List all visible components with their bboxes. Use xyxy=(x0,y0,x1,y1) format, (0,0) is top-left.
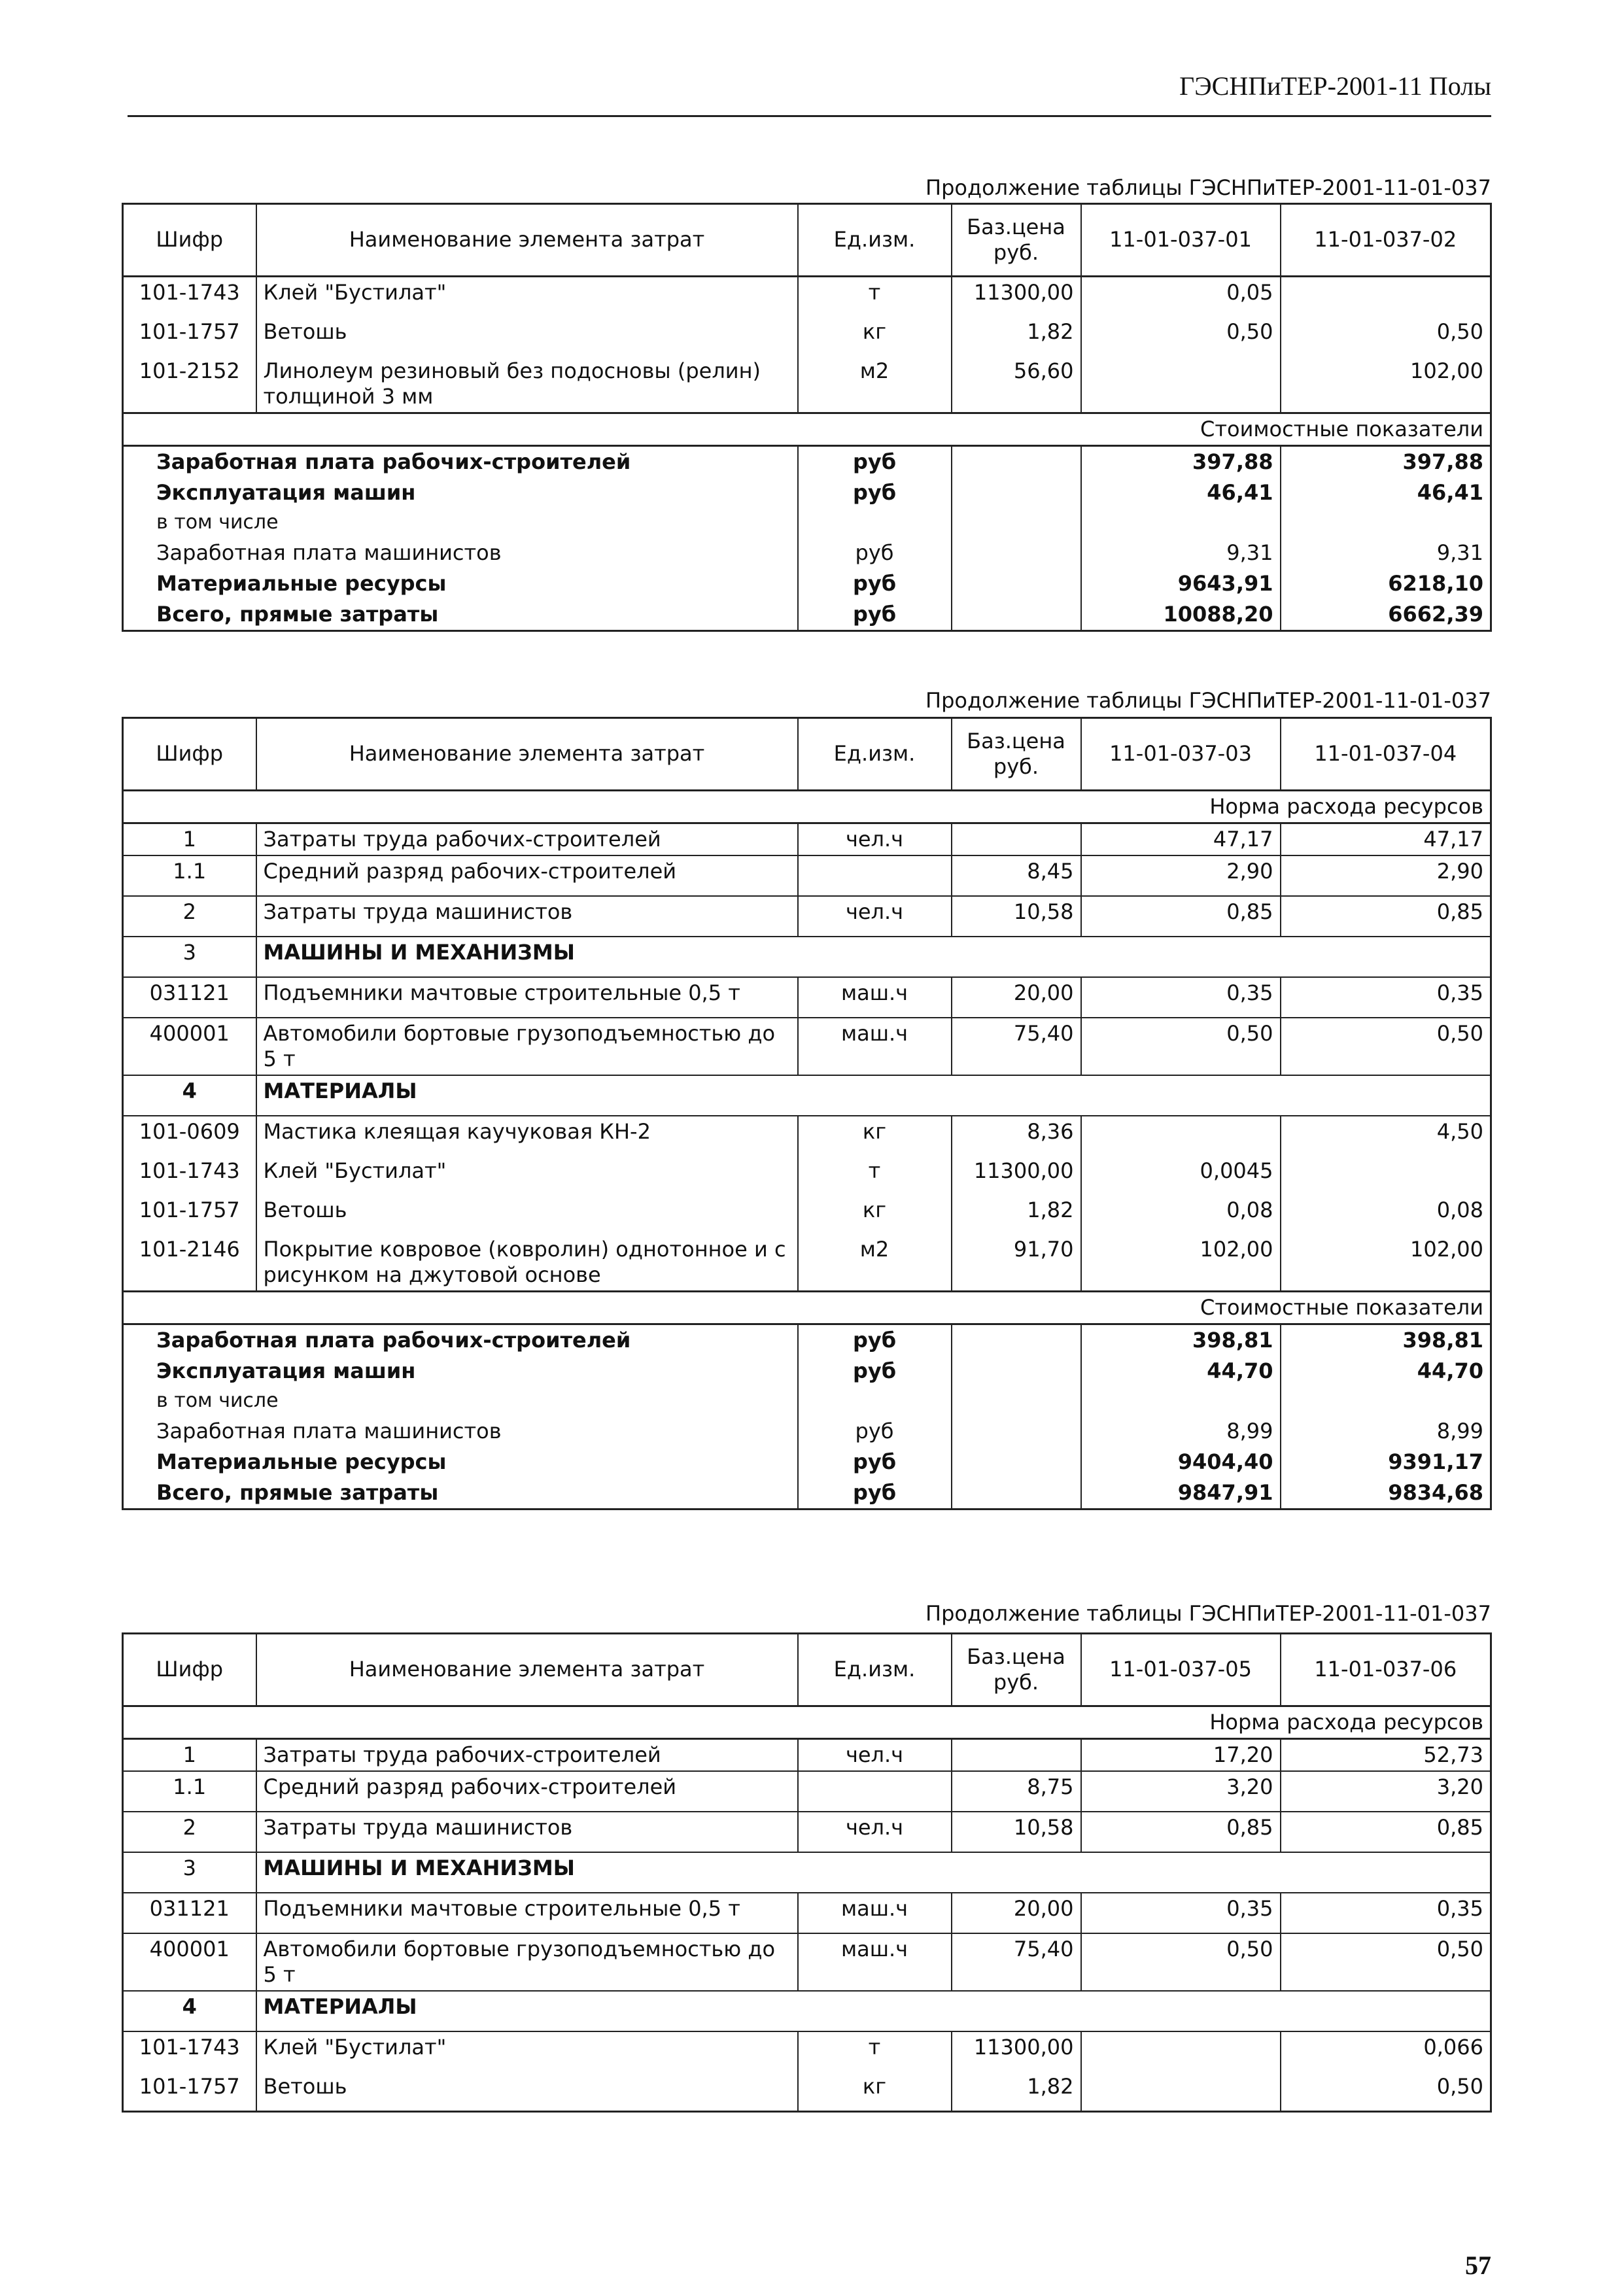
summary-label: Эксплуатация машин xyxy=(123,1356,798,1387)
cell-name: Затраты труда рабочих-строителей xyxy=(256,823,798,856)
cell-unit: т xyxy=(798,277,952,317)
summary-value-b: 46,41 xyxy=(1281,477,1491,508)
cell-value-b: 0,35 xyxy=(1281,977,1491,1018)
summary-label: Заработная плата машинистов xyxy=(123,538,798,568)
summary-value-b: 44,70 xyxy=(1281,1356,1491,1387)
cell-value-a: 2,90 xyxy=(1081,855,1281,896)
table-row xyxy=(123,1933,1491,1991)
cell-value-b: 3,20 xyxy=(1281,1771,1491,1812)
summary-value-a xyxy=(1081,1387,1281,1416)
summary-value-b xyxy=(1281,508,1491,538)
summary-row xyxy=(123,1324,1491,1356)
col-header-code-b: 11-01-037-04 xyxy=(1281,718,1491,791)
cell-value-a: 0,85 xyxy=(1081,1812,1281,1852)
cell-name: Линолеум резиновый без подосновы (релин) толщиной 3 мм xyxy=(256,356,798,413)
summary-row xyxy=(123,1387,1491,1416)
cell-name: Затраты труда машинистов xyxy=(256,896,798,937)
cell-code: 4 xyxy=(123,1991,256,2031)
summary-unit: руб xyxy=(798,538,952,568)
summary-value-a: 9643,91 xyxy=(1081,568,1281,599)
summary-label: в том числе xyxy=(123,508,798,538)
cell-value-a: 3,20 xyxy=(1081,1771,1281,1812)
cell-unit: маш.ч xyxy=(798,1933,952,1991)
cell-code: 400001 xyxy=(123,1933,256,1991)
cost-table-3 xyxy=(122,1632,1492,2113)
cell-value-a: 102,00 xyxy=(1081,1234,1281,1292)
band-row xyxy=(123,1706,1491,1739)
cell-value-a xyxy=(1081,356,1281,413)
col-header-unit: Ед.изм. xyxy=(798,1634,952,1706)
summary-label: Заработная плата машинистов xyxy=(123,1416,798,1447)
cell-unit: маш.ч xyxy=(798,977,952,1018)
cell-name: Автомобили бортовые грузоподъемностью до 5 т xyxy=(256,1018,798,1075)
col-header-unit: Ед.изм. xyxy=(798,718,952,791)
col-header-name: Наименование элемента затрат xyxy=(256,718,798,791)
cell-unit: кг xyxy=(798,2071,952,2112)
cell-value-b: 102,00 xyxy=(1281,1234,1491,1292)
summary-value-a: 44,70 xyxy=(1081,1356,1281,1387)
summary-value-b: 8,99 xyxy=(1281,1416,1491,1447)
cell-code: 101-2146 xyxy=(123,1234,256,1292)
table-row xyxy=(123,1195,1491,1234)
cell-value-b: 2,90 xyxy=(1281,855,1491,896)
cell-code: 1 xyxy=(123,823,256,856)
summary-unit: руб xyxy=(798,1356,952,1387)
cell-price: 91,70 xyxy=(952,1234,1081,1292)
cell-value-b: 0,50 xyxy=(1281,1933,1491,1991)
summary-row xyxy=(123,1477,1491,1510)
cell-value-b: 47,17 xyxy=(1281,823,1491,856)
col-header-price: Баз.цена руб. xyxy=(952,1634,1081,1706)
summary-value-a: 10088,20 xyxy=(1081,599,1281,631)
summary-label: Материальные ресурсы xyxy=(123,568,798,599)
cell-unit: кг xyxy=(798,1116,952,1156)
cell-value-a xyxy=(1081,2031,1281,2071)
summary-unit: руб xyxy=(798,1477,952,1510)
cell-price: 1,82 xyxy=(952,1195,1081,1234)
cell-code: 1 xyxy=(123,1739,256,1772)
col-header-code-a: 11-01-037-01 xyxy=(1081,204,1281,277)
cell-value-a: 0,35 xyxy=(1081,1893,1281,1933)
cell-unit: т xyxy=(798,2031,952,2071)
summary-label: Всего, прямые затраты xyxy=(123,599,798,631)
cell-price: 8,36 xyxy=(952,1116,1081,1156)
summary-row xyxy=(123,538,1491,568)
cell-value-b: 0,066 xyxy=(1281,2031,1491,2071)
summary-empty xyxy=(952,446,1081,478)
cell-value-a: 17,20 xyxy=(1081,1739,1281,1772)
summary-label: Заработная плата рабочих-строителей xyxy=(123,446,798,478)
col-header-unit: Ед.изм. xyxy=(798,204,952,277)
page-header: ГЭСНПиТЕР-2001-11 Полы xyxy=(1179,71,1491,101)
summary-row xyxy=(123,568,1491,599)
cell-value-a: 0,35 xyxy=(1081,977,1281,1018)
summary-value-a: 398,81 xyxy=(1081,1324,1281,1356)
col-header-code-b: 11-01-037-02 xyxy=(1281,204,1491,277)
summary-row xyxy=(123,1356,1491,1387)
table-caption: Продолжение таблицы ГЭСНПиТЕР-2001-11-01-037 xyxy=(925,688,1491,713)
header-rule xyxy=(128,115,1491,117)
summary-unit: руб xyxy=(798,446,952,478)
cell-value-a: 0,50 xyxy=(1081,1018,1281,1075)
cell-name: Подъемники мачтовые строительные 0,5 т xyxy=(256,977,798,1018)
band-resource-norm: Норма расхода ресурсов xyxy=(123,791,1491,823)
col-header-name: Наименование элемента затрат xyxy=(256,204,798,277)
cell-unit: маш.ч xyxy=(798,1018,952,1075)
cell-code: 400001 xyxy=(123,1018,256,1075)
summary-row xyxy=(123,446,1491,478)
table-caption: Продолжение таблицы ГЭСНПиТЕР-2001-11-01-037 xyxy=(925,175,1491,200)
band-cost-indicators: Стоимостные показатели xyxy=(123,413,1491,446)
section-title: МАШИНЫ И МЕХАНИЗМЫ xyxy=(256,937,1491,977)
section-title: МАТЕРИАЛЫ xyxy=(256,1075,1491,1116)
table-row xyxy=(123,356,1491,413)
summary-value-b: 9,31 xyxy=(1281,538,1491,568)
cell-value-a: 0,0045 xyxy=(1081,1156,1281,1195)
table-row xyxy=(123,317,1491,356)
cell-value-a xyxy=(1081,1116,1281,1156)
summary-row xyxy=(123,477,1491,508)
cell-name: Ветошь xyxy=(256,317,798,356)
summary-unit: руб xyxy=(798,477,952,508)
cell-code: 101-1757 xyxy=(123,2071,256,2112)
summary-empty xyxy=(952,568,1081,599)
cell-name: Мастика клеящая каучуковая КН-2 xyxy=(256,1116,798,1156)
band-cost-indicators: Стоимостные показатели xyxy=(123,1292,1491,1324)
cell-code: 2 xyxy=(123,1812,256,1852)
summary-label: Всего, прямые затраты xyxy=(123,1477,798,1510)
summary-unit: руб xyxy=(798,568,952,599)
summary-value-a: 9404,40 xyxy=(1081,1447,1281,1477)
summary-unit: руб xyxy=(798,1324,952,1356)
table-row xyxy=(123,823,1491,856)
cell-name: Ветошь xyxy=(256,2071,798,2112)
summary-unit xyxy=(798,508,952,538)
summary-value-b: 398,81 xyxy=(1281,1324,1491,1356)
summary-unit: руб xyxy=(798,1447,952,1477)
section-row xyxy=(123,1075,1491,1116)
summary-row xyxy=(123,599,1491,631)
cell-value-a: 0,50 xyxy=(1081,1933,1281,1991)
cell-code: 101-0609 xyxy=(123,1116,256,1156)
band-row xyxy=(123,1292,1491,1324)
summary-unit xyxy=(798,1387,952,1416)
summary-empty xyxy=(952,1387,1081,1416)
table-header-row xyxy=(123,204,1491,277)
cell-price: 20,00 xyxy=(952,977,1081,1018)
cell-value-a xyxy=(1081,2071,1281,2112)
cell-name: Клей "Бустилат" xyxy=(256,277,798,317)
cell-unit xyxy=(798,855,952,896)
summary-value-b: 6218,10 xyxy=(1281,568,1491,599)
cell-price: 11300,00 xyxy=(952,2031,1081,2071)
summary-value-b: 6662,39 xyxy=(1281,599,1491,631)
cell-price xyxy=(952,1739,1081,1772)
cell-unit: кг xyxy=(798,317,952,356)
summary-label: в том числе xyxy=(123,1387,798,1416)
cell-value-b: 0,50 xyxy=(1281,2071,1491,2112)
cell-price: 75,40 xyxy=(952,1933,1081,1991)
cell-value-b: 4,50 xyxy=(1281,1116,1491,1156)
col-header-price: Баз.цена руб. xyxy=(952,204,1081,277)
cell-value-b xyxy=(1281,277,1491,317)
table-row xyxy=(123,1116,1491,1156)
summary-empty xyxy=(952,1447,1081,1477)
cell-value-b: 52,73 xyxy=(1281,1739,1491,1772)
cell-unit: маш.ч xyxy=(798,1893,952,1933)
cell-price xyxy=(952,823,1081,856)
summary-empty xyxy=(952,1477,1081,1510)
cell-unit: чел.ч xyxy=(798,1812,952,1852)
cell-name: Клей "Бустилат" xyxy=(256,1156,798,1195)
table-row xyxy=(123,855,1491,896)
table-row xyxy=(123,977,1491,1018)
summary-empty xyxy=(952,477,1081,508)
summary-value-a: 9847,91 xyxy=(1081,1477,1281,1510)
section-row xyxy=(123,1991,1491,2031)
cell-code: 101-1743 xyxy=(123,277,256,317)
cell-value-a: 0,85 xyxy=(1081,896,1281,937)
cell-name: Затраты труда машинистов xyxy=(256,1812,798,1852)
cell-code: 101-1743 xyxy=(123,1156,256,1195)
summary-unit: руб xyxy=(798,1416,952,1447)
summary-label: Заработная плата рабочих-строителей xyxy=(123,1324,798,1356)
section-title: МАШИНЫ И МЕХАНИЗМЫ xyxy=(256,1852,1491,1893)
cell-code: 101-1757 xyxy=(123,1195,256,1234)
cell-name: Ветошь xyxy=(256,1195,798,1234)
table-row xyxy=(123,896,1491,937)
cell-price: 10,58 xyxy=(952,1812,1081,1852)
col-header-code-a: 11-01-037-03 xyxy=(1081,718,1281,791)
cell-unit: т xyxy=(798,1156,952,1195)
cell-unit: кг xyxy=(798,1195,952,1234)
table-row xyxy=(123,2071,1491,2112)
col-header-code-b: 11-01-037-06 xyxy=(1281,1634,1491,1706)
summary-label: Материальные ресурсы xyxy=(123,1447,798,1477)
table-row xyxy=(123,2031,1491,2071)
table-caption: Продолжение таблицы ГЭСНПиТЕР-2001-11-01-037 xyxy=(925,1601,1491,1626)
band-row xyxy=(123,791,1491,823)
cell-price: 8,75 xyxy=(952,1771,1081,1812)
cell-unit: чел.ч xyxy=(798,1739,952,1772)
band-row xyxy=(123,413,1491,446)
summary-empty xyxy=(952,1324,1081,1356)
cell-price: 56,60 xyxy=(952,356,1081,413)
summary-unit: руб xyxy=(798,599,952,631)
cell-code: 1.1 xyxy=(123,855,256,896)
cell-name: Подъемники мачтовые строительные 0,5 т xyxy=(256,1893,798,1933)
cell-value-b: 0,08 xyxy=(1281,1195,1491,1234)
cell-code: 031121 xyxy=(123,1893,256,1933)
table-row xyxy=(123,1771,1491,1812)
summary-value-a: 397,88 xyxy=(1081,446,1281,478)
summary-value-b: 397,88 xyxy=(1281,446,1491,478)
cell-code: 2 xyxy=(123,896,256,937)
cell-value-a: 0,50 xyxy=(1081,317,1281,356)
cell-value-b: 0,50 xyxy=(1281,1018,1491,1075)
summary-row xyxy=(123,1416,1491,1447)
cell-price: 11300,00 xyxy=(952,277,1081,317)
cell-unit xyxy=(798,1771,952,1812)
cell-value-b: 102,00 xyxy=(1281,356,1491,413)
cell-unit: чел.ч xyxy=(798,896,952,937)
cell-value-b: 0,85 xyxy=(1281,1812,1491,1852)
section-row xyxy=(123,937,1491,977)
cell-price: 1,82 xyxy=(952,2071,1081,2112)
table-row xyxy=(123,1234,1491,1292)
cell-value-b xyxy=(1281,1156,1491,1195)
cell-unit: м2 xyxy=(798,356,952,413)
summary-label: Эксплуатация машин xyxy=(123,477,798,508)
cell-name: Клей "Бустилат" xyxy=(256,2031,798,2071)
cell-code: 101-2152 xyxy=(123,356,256,413)
section-title: МАТЕРИАЛЫ xyxy=(256,1991,1491,2031)
cost-table-1 xyxy=(122,203,1492,632)
col-header-code: Шифр xyxy=(123,718,256,791)
summary-row xyxy=(123,1447,1491,1477)
cell-unit: чел.ч xyxy=(798,823,952,856)
table-row xyxy=(123,1893,1491,1933)
table-row xyxy=(123,277,1491,317)
summary-value-a: 8,99 xyxy=(1081,1416,1281,1447)
cell-value-b: 0,50 xyxy=(1281,317,1491,356)
col-header-code: Шифр xyxy=(123,204,256,277)
table-row xyxy=(123,1812,1491,1852)
summary-value-b xyxy=(1281,1387,1491,1416)
summary-value-a: 46,41 xyxy=(1081,477,1281,508)
section-row xyxy=(123,1852,1491,1893)
cell-code: 1.1 xyxy=(123,1771,256,1812)
summary-value-b: 9834,68 xyxy=(1281,1477,1491,1510)
cell-price: 11300,00 xyxy=(952,1156,1081,1195)
page-number: 57 xyxy=(1465,2251,1491,2280)
col-header-name: Наименование элемента затрат xyxy=(256,1634,798,1706)
cell-price: 20,00 xyxy=(952,1893,1081,1933)
summary-empty xyxy=(952,599,1081,631)
col-header-code-a: 11-01-037-05 xyxy=(1081,1634,1281,1706)
table-row xyxy=(123,1739,1491,1772)
summary-empty xyxy=(952,538,1081,568)
cell-code: 3 xyxy=(123,937,256,977)
cell-code: 101-1743 xyxy=(123,2031,256,2071)
table-header-row xyxy=(123,1634,1491,1706)
cell-code: 4 xyxy=(123,1075,256,1116)
table-row xyxy=(123,1156,1491,1195)
cell-price: 10,58 xyxy=(952,896,1081,937)
cell-value-a: 0,08 xyxy=(1081,1195,1281,1234)
band-resource-norm: Норма расхода ресурсов xyxy=(123,1706,1491,1739)
cell-code: 3 xyxy=(123,1852,256,1893)
summary-empty xyxy=(952,1416,1081,1447)
table-row xyxy=(123,1018,1491,1075)
col-header-price: Баз.цена руб. xyxy=(952,718,1081,791)
summary-value-a xyxy=(1081,508,1281,538)
cell-name: Средний разряд рабочих-строителей xyxy=(256,855,798,896)
cell-value-a: 0,05 xyxy=(1081,277,1281,317)
table-header-row xyxy=(123,718,1491,791)
summary-value-a: 9,31 xyxy=(1081,538,1281,568)
cell-value-a: 47,17 xyxy=(1081,823,1281,856)
col-header-code: Шифр xyxy=(123,1634,256,1706)
cell-code: 031121 xyxy=(123,977,256,1018)
summary-row xyxy=(123,508,1491,538)
summary-empty xyxy=(952,1356,1081,1387)
cell-price: 8,45 xyxy=(952,855,1081,896)
cell-unit: м2 xyxy=(798,1234,952,1292)
summary-empty xyxy=(952,508,1081,538)
cell-price: 75,40 xyxy=(952,1018,1081,1075)
cell-name: Затраты труда рабочих-строителей xyxy=(256,1739,798,1772)
cell-value-b: 0,85 xyxy=(1281,896,1491,937)
cell-code: 101-1757 xyxy=(123,317,256,356)
cell-name: Покрытие ковровое (ковролин) однотонное и с рисунком на джутовой основе xyxy=(256,1234,798,1292)
cell-value-b: 0,35 xyxy=(1281,1893,1491,1933)
cell-name: Средний разряд рабочих-строителей xyxy=(256,1771,798,1812)
cell-price: 1,82 xyxy=(952,317,1081,356)
cell-name: Автомобили бортовые грузоподъемностью до 5 т xyxy=(256,1933,798,1991)
cost-table-2 xyxy=(122,717,1492,1510)
summary-value-b: 9391,17 xyxy=(1281,1447,1491,1477)
